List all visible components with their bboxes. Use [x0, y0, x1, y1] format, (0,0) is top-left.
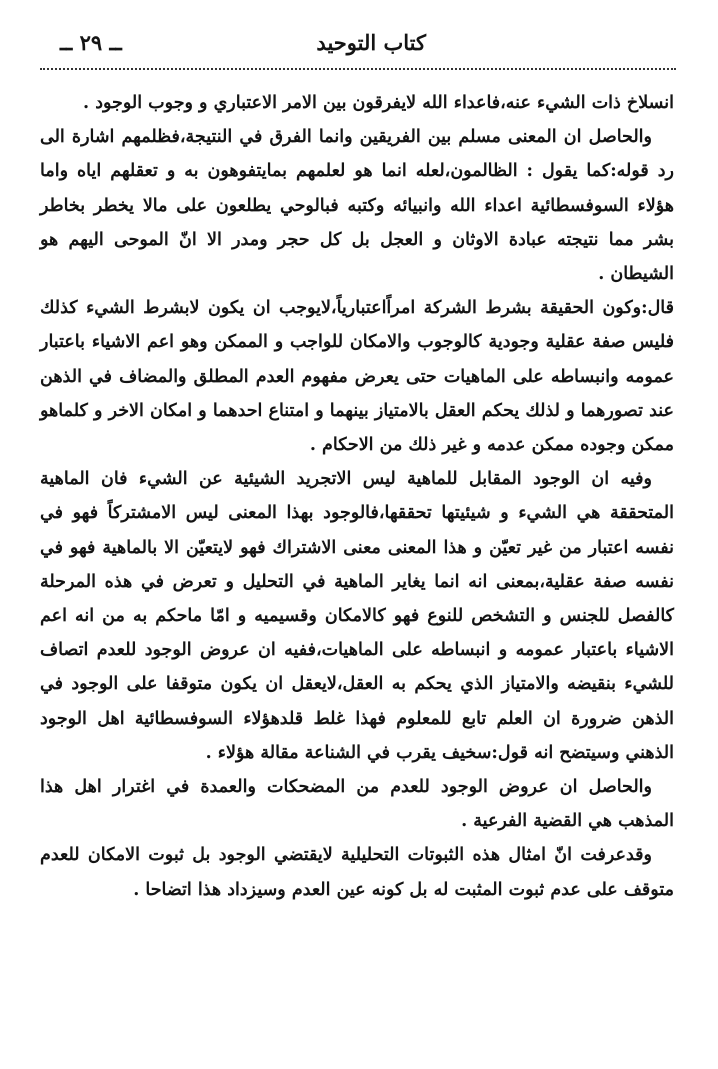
paragraph: وقدعرفت انّ امثال هذه الثبوتات التحليلية لايقتضي الوجود بل ثبوت الامكان للعدم متوقف على عدم ثبوت المثبت له بل كونه عين العدم وسيزداد هذا اتضاحا .	[40, 845, 674, 900]
body-text	[40, 86, 674, 907]
page-header	[40, 26, 676, 70]
header-divider	[40, 68, 676, 70]
page-number: ــ ٢٩ ــ	[60, 30, 122, 55]
paragraph: والحاصل ان عروض الوجود للعدم من المضحكات والعمدة في اغترار اهل هذا المذهب هي القضية الفرعية .	[40, 777, 674, 832]
running-title: كتاب التوحيد	[316, 30, 426, 55]
paragraph: قال:وكون الحقيقة بشرط الشركة امراًاعتبارياً،لايوجب ان يكون لابشرط الشيء كذلك فليس صفة عقلية وجودية كالوجوب والامكان للواجب و الممكن وهو اعم الاشياء باعتبار عمومه وانبساطه على الماهيات حتى يعرض مفهوم العدم المطلق والمضاف في الذهن عند تصورهما و لذلك يحكم العقل بالامتياز بينهما و امتناع احدهما و امكان الاخر و كلماهو ممكن وجوده ممكن عدمه و غير ذلك من الاحكام .	[40, 298, 674, 456]
paragraph: انسلاخ ذات الشيء عنه،فاعداء الله لايفرقون بين الامر الاعتباري و وجوب الوجود .	[83, 93, 674, 113]
paragraph: وفيه ان الوجود المقابل للماهية ليس الاتجريد الشيئية عن الشيء فان الماهية المتحققة هي الشيء و شيئيتها تحققها،فالوجود بهذا المعنى ليس الامشتركاً فهو في نفسه اعتبار من غير تعيّن و هذا المعنى معنى الاشتراك فهو لايتعيّن الا بالماهية فهو في نفسه صفة عقلية،بمعنى انه انما يغاير الماهية في التحليل و تعرض في هذه المرحلة كالفصل للجنس و التشخص للنوع فهو كالامكان وقسيميه و امّا ماحكم به من انه اعم الاشياء باعتبار عمومه و انبساطه على الماهيات،ففيه ان عروض الوجود للعدم اتصاف للشيء بنقيضه والامتياز الذي يحكم به العقل،لايعقل ان يكون متوقفا على الوجود في الذهن ضرورة ان العلم تابع للمعلوم فهذا غلط قلدهؤلاء السوفسطائية اهل الوجود الذهني وسيتضح انه قول:سخيف يقرب في الشناعة مقالة هؤلاء .	[40, 469, 674, 763]
paragraph: والحاصل ان المعنى مسلم بين الفريقين وانما الفرق في النتيجة،فظلمهم اشارة الى رد قوله:كما يقول : الظالمون،لعله انما هو لعلمهم بمايتفوهون به و تعقلهم اياه واما هؤلاء السوفسطائية اعداء الله وانبيائه وكتبه فبالوحي يطلعون على مالا يخطر بخاطر بشر مما نتيجته عبادة الاوثان و العجل بل كل حجر ومدر الا انّ الموحى اليهم هو الشيطان .	[40, 127, 674, 285]
